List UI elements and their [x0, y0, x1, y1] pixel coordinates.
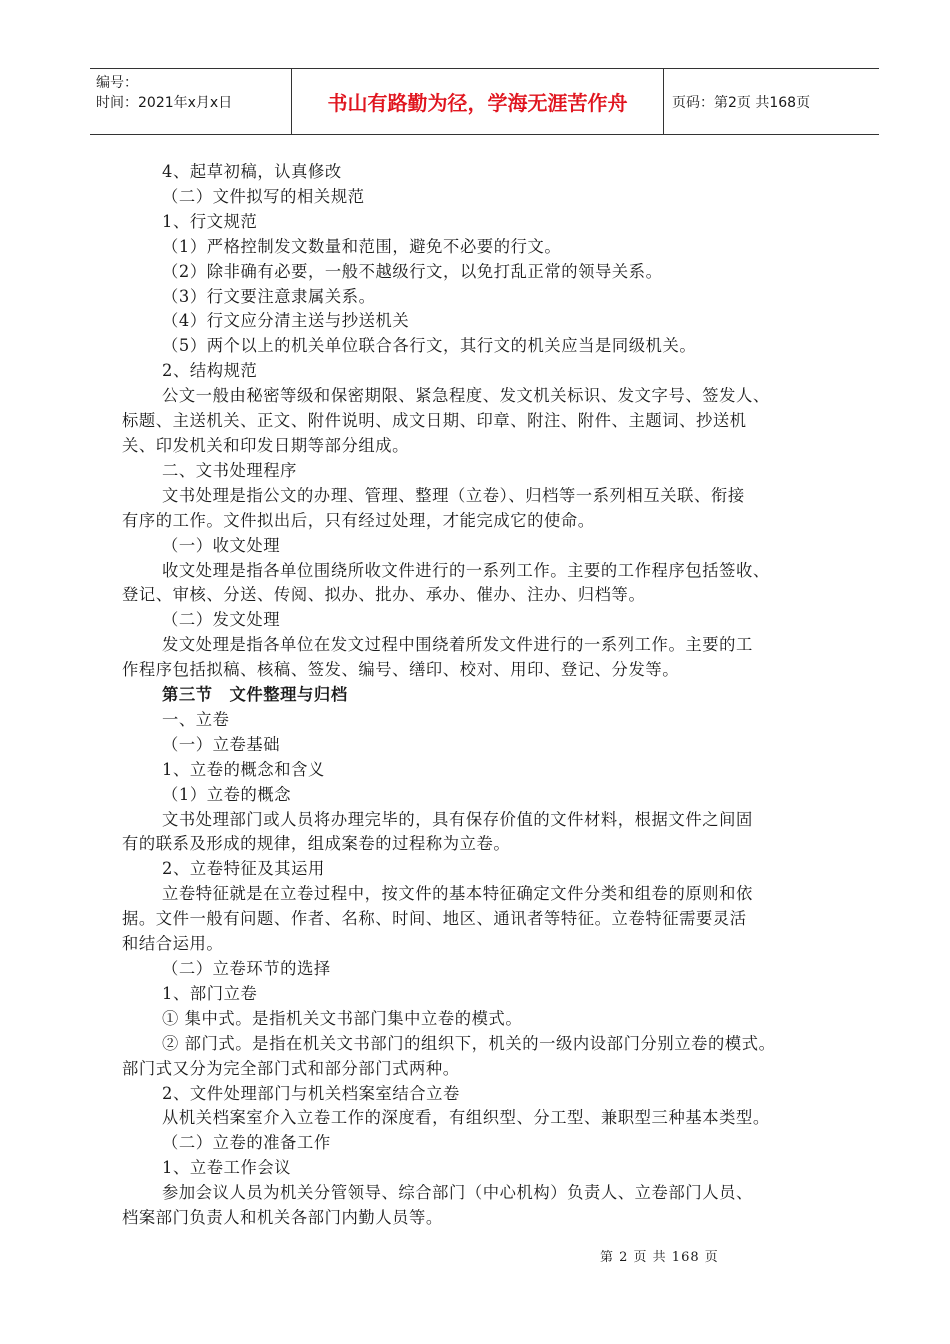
body-line: 立卷特征就是在立卷过程中，按文件的基本特征确定文件分类和组卷的原则和依 — [162, 884, 753, 904]
body-line: （1）立卷的概念 — [162, 784, 292, 804]
body-line: 文书处理部门或人员将办理完毕的，具有保存价值的文件材料，根据文件之间固 — [162, 809, 753, 829]
body-line: （二）立卷环节的选择 — [162, 959, 331, 978]
body-line: 有的联系及形成的规律，组成案卷的过程称为立卷。 — [122, 834, 511, 854]
body-line: （2）除非确有必要，一般不越级行文，以免打乱正常的领导关系。 — [162, 261, 663, 281]
body-line: （3）行文要注意隶属关系。 — [162, 286, 376, 306]
document-body — [122, 160, 862, 1231]
body-line: 标题、主送机关、正文、附件说明、成文日期、印章、附注、附件、主题词、抄送机 — [122, 411, 747, 431]
document-time-label: 时间：2021年x月x日 — [96, 95, 233, 111]
header-meta — [90, 69, 291, 134]
body-line: （二）立卷的准备工作 — [162, 1133, 331, 1153]
body-line: 文书处理是指公文的办理、管理、整理（立卷）、归档等一系列相互关联、衔接 — [162, 485, 745, 505]
body-line: 一、立卷 — [162, 709, 230, 729]
body-line: （一）收文处理 — [162, 535, 281, 555]
body-line: 和结合运用。 — [122, 934, 224, 954]
body-line: 档案部门负责人和机关各部门内勤人员等。 — [122, 1208, 443, 1228]
body-line: 1、立卷的概念和含义 — [162, 759, 325, 779]
body-line: 有序的工作。文件拟出后，只有经过处理，才能完成它的使命。 — [122, 510, 595, 530]
body-line: （二）文件拟写的相关规范 — [162, 186, 365, 206]
body-line: 参加会议人员为机关分管领导、综合部门（中心机构）负责人、立卷部门人员、 — [162, 1183, 753, 1203]
document-number-label: 编号： — [96, 75, 138, 91]
body-line: 登记、审核、分送、传阅、拟办、批办、承办、催办、注办、归档等。 — [122, 585, 646, 605]
page-footer: 第 2 页 共 168 页 — [600, 1250, 719, 1265]
body-line: 2、立卷特征及其运用 — [162, 859, 325, 879]
body-line: 公文一般由秘密等级和保密期限、紧急程度、发文机关标识、发文字号、签发人、 — [162, 386, 770, 406]
header-page-code: 页码：第2页 共168页 — [672, 94, 811, 111]
body-line: 关、印发机关和印发日期等部分组成。 — [122, 435, 409, 455]
header-motto: 书山有路勤为径，学海无涯苦作舟 — [291, 69, 664, 134]
body-line: （4）行文应分清主送与抄送机关 — [162, 311, 410, 331]
body-line: 发文处理是指各单位在发文过程中围绕着所发文件进行的一系列工作。主要的工 — [162, 635, 753, 655]
body-line: 部门式又分为完全部门式和部分部门式两种。 — [122, 1058, 460, 1078]
body-line: 2、文件处理部门与机关档案室结合立卷 — [162, 1083, 460, 1103]
section-heading: 第三节 文件整理与归档 — [162, 685, 348, 705]
body-line: 1、立卷工作会议 — [162, 1158, 292, 1178]
body-line: （二）发文处理 — [162, 610, 281, 630]
body-line: 收文处理是指各单位围绕所收文件进行的一系列工作。主要的工作程序包括签收、 — [162, 560, 770, 580]
body-line: 从机关档案室介入立卷工作的深度看，有组织型、分工型、兼职型三种基本类型。 — [162, 1108, 770, 1128]
body-line: 二、文书处理程序 — [162, 460, 298, 480]
body-line: 4、起草初稿，认真修改 — [162, 162, 342, 181]
body-line: ② 部门式。是指在机关文书部门的组织下，机关的一级内设部门分别立卷的模式。 — [162, 1033, 776, 1053]
body-line: 作程序包括拟稿、核稿、签发、编号、缮印、校对、用印、登记、分发等。 — [122, 660, 680, 680]
body-line: 1、行文规范 — [162, 211, 258, 231]
body-line: （1）严格控制发文数量和范围，避免不必要的行文。 — [162, 236, 562, 256]
body-line: （5）两个以上的机关单位联合各行文，其行文的机关应当是同级机关。 — [162, 336, 697, 356]
body-line: 2、结构规范 — [162, 361, 258, 381]
body-line: 1、部门立卷 — [162, 983, 258, 1003]
body-line: ① 集中式。是指机关文书部门集中立卷的模式。 — [162, 1008, 523, 1028]
body-line: （一）立卷基础 — [162, 734, 281, 754]
body-line: 据。文件一般有问题、作者、名称、时间、地区、通讯者等特征。立卷特征需要灵活 — [122, 909, 747, 929]
page-header — [90, 68, 879, 135]
